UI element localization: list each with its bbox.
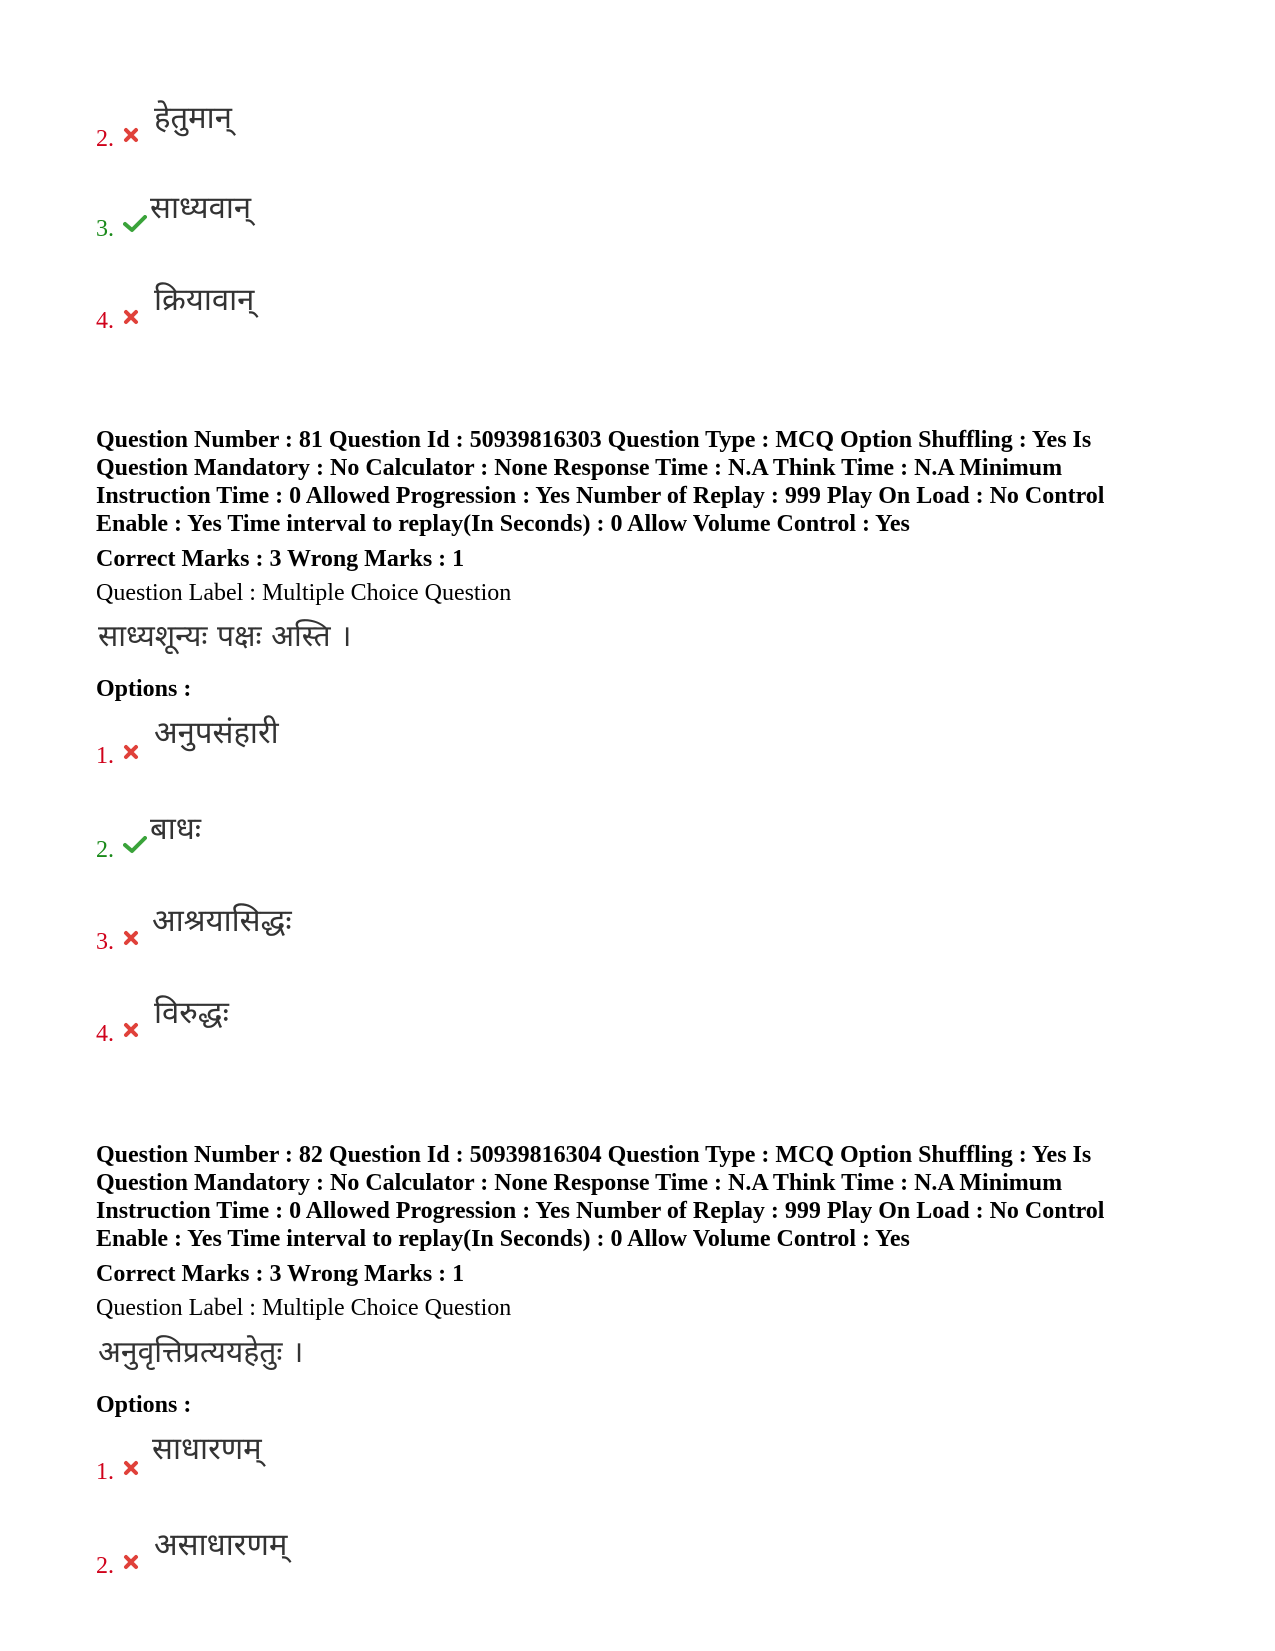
cross-icon: [123, 309, 139, 330]
question-81-header: [96, 426, 1196, 538]
option-text: हेतुमान्: [154, 100, 232, 136]
question-82-text: अनुवृत्तिप्रत्ययहेतुः ।: [98, 1335, 304, 1370]
question-81-text: साध्यशून्यः पक्षः अस्ति ।: [98, 619, 352, 654]
question-81-marks: Correct Marks : 3 Wrong Marks : 1: [96, 546, 465, 572]
cross-icon: [123, 1022, 139, 1043]
question-82-label: Question Label : Multiple Choice Question: [96, 1295, 512, 1321]
option-text: साध्यवान्: [150, 190, 252, 226]
option-number: 2.: [96, 126, 114, 152]
question-82-header: [96, 1141, 1196, 1253]
cross-icon: [123, 930, 139, 951]
header-line: Question Number : 81 Question Id : 50939816303 Question Type : MCQ Option Shuffling : Yes Is: [96, 427, 1092, 453]
question-81-label: Question Label : Multiple Choice Question: [96, 580, 512, 606]
option-text: साधारणम्: [152, 1431, 262, 1467]
check-icon: [123, 215, 147, 238]
header-line: Enable : Yes Time interval to replay(In Seconds) : 0 Allow Volume Control : Yes: [96, 1226, 910, 1252]
option-text: क्रियावान्: [154, 282, 255, 318]
header-line: Question Mandatory : No Calculator : None Response Time : N.A Think Time : N.A Minimum: [96, 1170, 1063, 1196]
question-81-options-heading: Options :: [96, 676, 192, 702]
cross-icon: [123, 127, 139, 148]
header-line: Enable : Yes Time interval to replay(In Seconds) : 0 Allow Volume Control : Yes: [96, 511, 910, 537]
option-number: 1.: [96, 743, 114, 769]
question-82-options-heading: Options :: [96, 1392, 192, 1418]
header-line: Instruction Time : 0 Allowed Progression : Yes Number of Replay : 999 Play On Load : No Control: [96, 1198, 1105, 1224]
cross-icon: [123, 1460, 139, 1481]
option-number: 2.: [96, 1553, 114, 1579]
option-text: आश्रयासिद्धः: [152, 903, 292, 939]
option-text: अनुपसंहारी: [154, 715, 279, 751]
option-number: 3.: [96, 216, 114, 242]
option-number: 4.: [96, 1021, 114, 1047]
header-line: Question Mandatory : No Calculator : None Response Time : N.A Think Time : N.A Minimum: [96, 455, 1063, 481]
option-number: 1.: [96, 1459, 114, 1485]
cross-icon: [123, 1554, 139, 1575]
option-text: बाधः: [150, 811, 202, 847]
option-number: 3.: [96, 929, 114, 955]
header-line: Question Number : 82 Question Id : 50939816304 Question Type : MCQ Option Shuffling : Yes Is: [96, 1142, 1092, 1168]
cross-icon: [123, 744, 139, 765]
header-line: Instruction Time : 0 Allowed Progression : Yes Number of Replay : 999 Play On Load : No Control: [96, 483, 1105, 509]
question-82-marks: Correct Marks : 3 Wrong Marks : 1: [96, 1261, 465, 1287]
check-icon: [123, 836, 147, 859]
option-number: 2.: [96, 837, 114, 863]
option-text: विरुद्धः: [154, 995, 229, 1031]
option-text: असाधारणम्: [154, 1527, 288, 1563]
option-number: 4.: [96, 308, 114, 334]
